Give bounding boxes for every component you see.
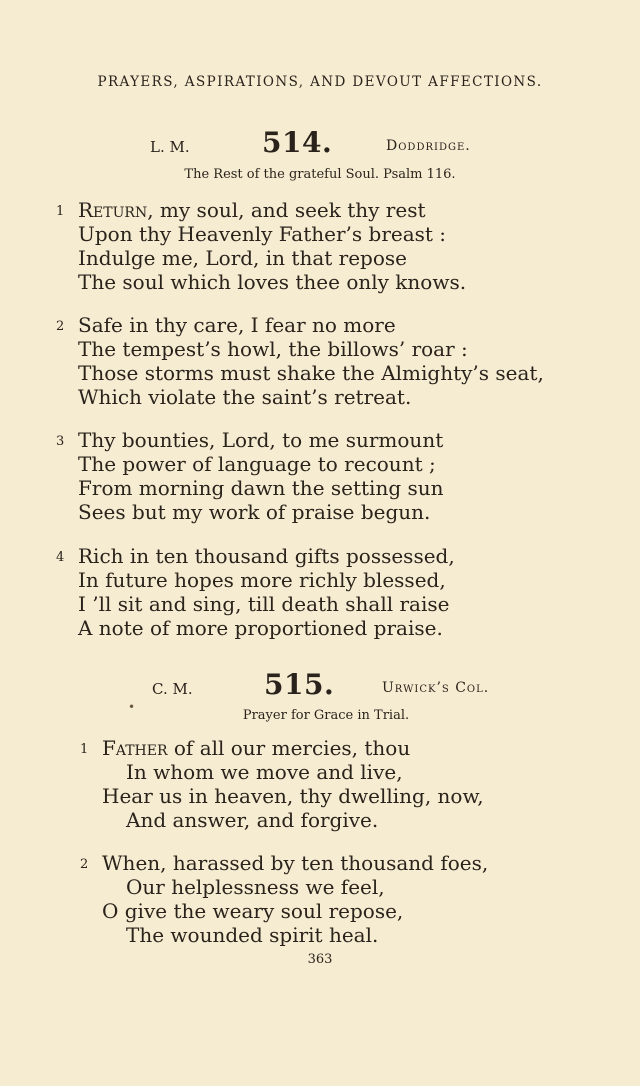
- hymn-subtitle: Prayer for Grace in Trial.: [242, 708, 410, 723]
- verse-line: The soul which loves thee only knows.: [78, 270, 467, 294]
- hymn-author: Doddridge.: [386, 138, 471, 154]
- verse-line: A note of more proportioned praise.: [78, 616, 443, 640]
- lead-word: Return,: [78, 198, 154, 222]
- ink-speck-icon: •: [128, 700, 136, 714]
- verse-line: In whom we move and live,: [126, 760, 403, 784]
- hymn-header: [0, 668, 640, 708]
- running-head: PRAYERS, ASPIRATIONS, AND DEVOUT AFFECTIONS.: [97, 74, 543, 90]
- hymn-meter: L. M.: [150, 138, 190, 156]
- stanza-number: 2: [56, 319, 65, 334]
- verse-line: Which violate the saint’s retreat.: [78, 385, 412, 409]
- hymn-header: [0, 126, 640, 166]
- hymn-subtitle: The Rest of the grateful Soul. Psalm 116.: [184, 167, 456, 182]
- hymn-author: Urwick’s Col.: [382, 680, 490, 696]
- verse-line: The tempest’s howl, the billows’ roar :: [78, 337, 468, 361]
- verse-line: Thy bounties, Lord, to me surmount: [78, 428, 444, 452]
- stanza-number: 1: [80, 742, 89, 757]
- verse-line: From morning dawn the setting sun: [78, 476, 444, 500]
- verse-line: Those storms must shake the Almighty’s seat,: [78, 361, 544, 385]
- page-number: 363: [307, 952, 333, 967]
- lead-word: Father: [102, 736, 168, 760]
- verse-line: Hear us in heaven, thy dwelling, now,: [102, 784, 484, 808]
- hymn-number: 515.: [264, 668, 335, 701]
- verse-line: O give the weary soul repose,: [102, 899, 404, 923]
- verse-line: Safe in thy care, I fear no more: [78, 313, 396, 337]
- verse-line: Upon thy Heavenly Father’s breast :: [78, 222, 447, 246]
- verse-line: The power of language to recount ;: [78, 452, 436, 476]
- stanza-number: 4: [56, 550, 65, 565]
- hymn-meter: C. M.: [152, 680, 193, 698]
- stanza-number: 1: [56, 204, 65, 219]
- verse-line: And answer, and forgive.: [126, 808, 379, 832]
- stanza-number: 2: [80, 857, 89, 872]
- verse-line: Indulge me, Lord, in that repose: [78, 246, 407, 270]
- verse-line: Father of all our mercies, thou: [102, 736, 411, 760]
- verse-line: Sees but my work of praise begun.: [78, 500, 431, 524]
- verse-line: Rich in ten thousand gifts possessed,: [78, 544, 455, 568]
- verse-line: I ’ll sit and sing, till death shall raise: [78, 592, 450, 616]
- hymn-number: 514.: [262, 126, 333, 159]
- verse-line: In future hopes more richly blessed,: [78, 568, 446, 592]
- stanza-number: 3: [56, 434, 65, 449]
- verse-line: The wounded spirit heal.: [126, 923, 379, 947]
- verse-line: When, harassed by ten thousand foes,: [102, 851, 489, 875]
- verse-line: Our helplessness we feel,: [126, 875, 385, 899]
- verse-line: Return, my soul, and seek thy rest: [78, 198, 426, 222]
